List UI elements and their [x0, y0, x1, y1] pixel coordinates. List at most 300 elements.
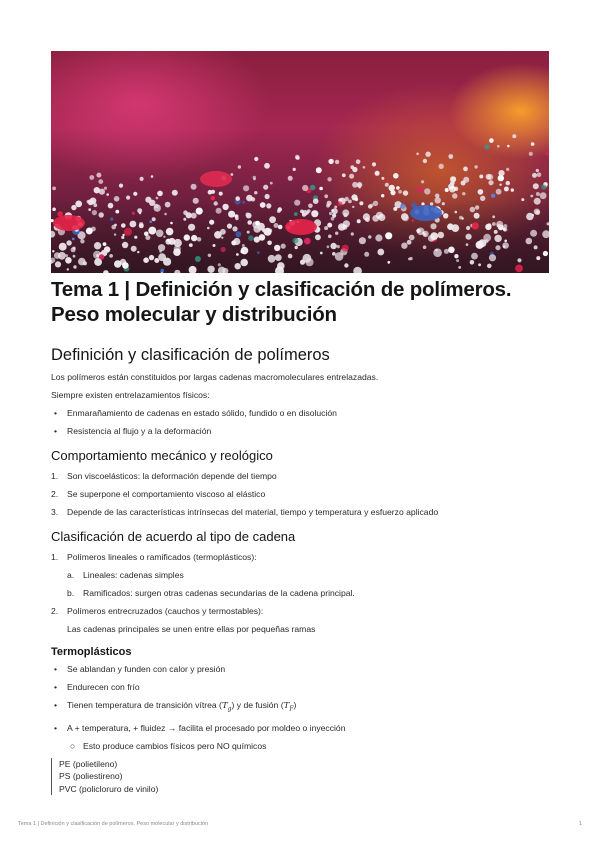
pellet — [92, 210, 97, 215]
pellet — [109, 254, 113, 258]
pellet — [121, 236, 124, 239]
pellet — [222, 204, 228, 210]
pellet — [377, 249, 384, 256]
polymer-pellets-illustration — [51, 51, 549, 273]
pellet — [543, 251, 548, 256]
list-item-continuation: Las cadenas principales se unen entre ellas por pequeñas ramas — [67, 624, 316, 634]
pellet — [235, 215, 238, 218]
pellet — [403, 190, 408, 195]
pellet — [320, 252, 323, 255]
pellet — [154, 204, 161, 211]
pellet — [386, 180, 389, 183]
pellet — [373, 201, 378, 206]
pellet — [137, 251, 139, 253]
list-item: • A + temperatura, + fluidez → facilita el procesado por moldeo o inyección ○ Esto produce cambios físicos pero NO químicos — [51, 722, 549, 752]
pellet — [471, 253, 478, 260]
pellet — [430, 232, 438, 240]
pellet — [122, 262, 129, 269]
pellet — [293, 168, 296, 171]
pellet — [281, 244, 286, 249]
pellet — [73, 247, 76, 250]
pellet — [133, 192, 137, 196]
pellet — [466, 226, 470, 230]
pellet — [243, 185, 249, 191]
pellet — [335, 160, 339, 164]
pellet — [316, 167, 322, 173]
pellet — [470, 260, 475, 265]
pellet — [511, 188, 514, 191]
pellet — [310, 185, 315, 190]
tf-symbol: $T_F$ — [283, 701, 294, 713]
pellet — [430, 223, 436, 229]
pellet — [248, 235, 254, 241]
pellet — [412, 219, 414, 221]
pellet — [313, 198, 319, 204]
pellet — [506, 168, 509, 171]
pellet — [502, 242, 509, 249]
numbered-list — [51, 551, 549, 635]
pellet — [208, 254, 211, 257]
pellet — [221, 247, 226, 252]
colored-pellet-cluster — [410, 205, 442, 221]
pellet — [487, 264, 492, 269]
pellet — [305, 258, 313, 266]
colored-pellet-cluster — [285, 219, 317, 235]
pellet — [72, 238, 75, 241]
pellet — [267, 241, 272, 246]
pellet — [475, 205, 479, 209]
pellet — [191, 235, 197, 241]
pellet — [484, 144, 489, 149]
quote-line: PE (polietileno) — [59, 758, 118, 769]
pellet — [115, 210, 119, 214]
pellet — [170, 222, 173, 225]
pellet — [491, 194, 495, 198]
pellet — [140, 177, 144, 181]
pellet — [439, 164, 444, 169]
pellet — [489, 138, 494, 143]
pellet — [99, 254, 104, 259]
list-item: • Se ablandan y funden con calor y presión — [54, 664, 226, 674]
pellet — [503, 228, 506, 231]
quote-line: PVC (policloruro de vinilo) — [59, 783, 159, 794]
list-item: 1. Son viscoelásticos: la deformación depende del tiempo — [51, 471, 277, 481]
pellet — [402, 214, 409, 221]
pellet — [531, 142, 535, 146]
pellet — [530, 230, 537, 237]
pellet — [521, 198, 524, 201]
pellet — [71, 205, 76, 210]
pellet — [214, 231, 222, 239]
pellet — [359, 201, 363, 205]
lettered-list — [67, 569, 549, 599]
pellet — [503, 224, 507, 228]
pellet — [207, 266, 214, 273]
pellet — [375, 171, 380, 176]
section-heading-clasificacion: Clasificación de acuerdo al tipo de cadena — [51, 529, 296, 544]
pellet — [253, 225, 261, 233]
pellet — [545, 152, 549, 156]
pellet — [236, 253, 239, 256]
pellet — [255, 221, 260, 226]
pellet — [52, 208, 56, 212]
pellet — [472, 222, 479, 229]
pellet — [274, 223, 279, 228]
pellet — [238, 165, 241, 168]
pellet — [352, 206, 354, 208]
pellet — [433, 248, 442, 257]
pellet — [452, 193, 457, 198]
pellet — [423, 233, 426, 236]
pellet — [537, 172, 542, 177]
pellet — [59, 243, 67, 251]
pellet — [389, 185, 395, 191]
pellet — [534, 245, 538, 249]
pellet — [269, 216, 276, 223]
pellet — [241, 247, 249, 255]
pellet — [122, 242, 128, 248]
pellet — [372, 215, 379, 222]
pellet — [438, 232, 445, 239]
pellet — [368, 235, 371, 238]
pellet — [496, 221, 503, 228]
list-item: 2. Se superpone el comportamiento viscoso al elástico — [51, 489, 266, 499]
pellet — [149, 200, 155, 206]
list-item: • Endurecen con frío — [54, 682, 140, 692]
pellet — [132, 212, 135, 215]
pellet — [131, 246, 137, 252]
pellet — [73, 255, 76, 258]
pellet — [445, 188, 449, 192]
pellet — [214, 201, 218, 205]
pellet — [240, 259, 248, 267]
pellet — [274, 245, 280, 251]
pellet — [247, 220, 252, 225]
pellet — [278, 225, 283, 230]
pellet — [332, 214, 336, 218]
pellet — [148, 227, 156, 235]
pellet — [400, 203, 405, 208]
pellet — [114, 233, 116, 235]
pellet — [342, 225, 347, 230]
pellet — [145, 235, 150, 240]
pellet — [408, 258, 411, 261]
pellet — [52, 187, 56, 191]
pellet — [324, 194, 328, 198]
pellet — [156, 197, 159, 200]
pellet — [268, 229, 272, 233]
pellet — [108, 203, 114, 209]
list-item: a. Lineales: cadenas simples — [67, 570, 184, 580]
pellet — [454, 254, 458, 258]
pellet — [335, 232, 338, 235]
pellet — [134, 236, 137, 239]
pellet — [353, 267, 362, 273]
pellet — [188, 224, 195, 231]
pellet — [158, 253, 166, 261]
pellet — [430, 202, 433, 205]
pellet — [87, 200, 91, 204]
pellet — [104, 187, 107, 190]
pellet — [459, 216, 463, 220]
pellet — [139, 222, 143, 226]
pellet — [349, 174, 354, 179]
pellet — [158, 244, 165, 251]
pellet — [66, 240, 71, 245]
list-item: 2. Polímeros entrecruzados (cauchos y termostables): Las cadenas principales se unen entre ellas por pequeñas ramas — [51, 605, 549, 635]
page-title: Tema 1 | Definición y clasificación de polímeros. Peso molecular y distribución — [51, 278, 512, 326]
pellet — [260, 202, 266, 208]
pellet — [357, 219, 361, 223]
pellet — [288, 254, 293, 259]
pellet — [183, 218, 186, 221]
pellet — [231, 240, 236, 245]
pellet — [73, 265, 76, 268]
pellet — [228, 211, 235, 218]
pellet — [536, 169, 539, 172]
pellet — [122, 234, 124, 236]
pellet — [351, 194, 357, 200]
pellet — [496, 189, 502, 195]
pellet — [517, 258, 521, 262]
pellet — [334, 206, 337, 209]
quote-line: PS (poliestireno) — [59, 771, 123, 782]
pellet — [474, 165, 477, 168]
pellet — [352, 182, 358, 188]
pellet — [327, 245, 330, 248]
pellet — [246, 195, 253, 202]
section-heading-comportamiento: Comportamiento mecánico y reológico — [51, 448, 273, 463]
pellet — [103, 270, 109, 273]
pellet — [337, 201, 342, 206]
pellet — [189, 243, 193, 247]
pellet — [424, 188, 430, 194]
pellet — [270, 182, 273, 185]
pellet — [164, 213, 167, 216]
pellet — [332, 208, 338, 214]
pellet — [324, 226, 328, 230]
pellet — [526, 213, 534, 221]
pellet — [462, 192, 465, 195]
pellet — [196, 208, 203, 215]
pellet — [526, 238, 533, 245]
pellet — [342, 209, 349, 216]
bullet-list — [51, 663, 549, 752]
pellet — [163, 236, 165, 238]
pellet — [173, 248, 181, 256]
pellet — [455, 211, 458, 214]
pellet — [264, 163, 270, 169]
pellet — [337, 245, 340, 248]
pellet — [498, 170, 504, 176]
pellet — [67, 268, 69, 270]
pellet — [447, 223, 454, 230]
pellet — [540, 192, 547, 199]
pellet — [246, 213, 250, 217]
pellet — [96, 173, 101, 178]
pellet — [489, 254, 496, 261]
list-item: 1. Polímeros lineales o ramificados (termoplásticos): a. Lineales: cadenas simples b. Ramificados: surgen otras cadenas secundarias de la cadena principal. — [51, 551, 549, 599]
pellet — [450, 181, 455, 186]
pellet — [98, 179, 103, 184]
pellet — [480, 196, 485, 201]
bullet-list — [51, 407, 549, 437]
pellet — [254, 157, 258, 161]
pellet — [227, 224, 232, 229]
pellet — [492, 215, 495, 218]
pellet — [416, 229, 420, 233]
pellet — [275, 254, 282, 261]
pellet — [497, 145, 500, 148]
pellet — [106, 193, 109, 196]
pellet — [417, 187, 423, 193]
pellet — [55, 261, 61, 267]
blockquote-examples — [51, 758, 549, 796]
pellet — [385, 183, 389, 187]
pellet — [536, 256, 540, 260]
list-item: • Resistencia al flujo y a la deformación — [54, 426, 212, 436]
pellet — [448, 247, 455, 254]
pellet — [78, 258, 86, 266]
pellet — [398, 190, 402, 194]
pellet — [197, 237, 201, 241]
paragraph: Los polímeros están constituidos por largas cadenas macromoleculares entrelazadas. — [51, 372, 379, 382]
pellet — [236, 231, 242, 237]
pellet — [387, 261, 390, 264]
pellet — [166, 228, 174, 236]
pellet — [393, 173, 399, 179]
pellet — [504, 240, 507, 243]
pellet — [495, 245, 500, 250]
pellet — [378, 214, 385, 221]
pellet — [407, 240, 412, 245]
pellet — [466, 243, 469, 246]
pellet — [330, 243, 336, 249]
pellet — [512, 134, 516, 138]
pellet — [209, 220, 214, 225]
pellet — [88, 208, 91, 211]
pellet — [266, 203, 271, 208]
pellet — [530, 195, 533, 198]
pellet — [409, 235, 415, 241]
pellet — [253, 178, 256, 181]
bullet-list — [67, 740, 549, 752]
pellet — [114, 196, 120, 202]
pellet — [533, 183, 539, 189]
pellet — [470, 207, 476, 213]
footer-title: Tema 1 | Definición y clasificación de polímeros. Peso molecular y distribución — [18, 821, 209, 827]
pellet — [351, 232, 354, 235]
pellet — [247, 231, 250, 234]
pellet — [294, 212, 298, 216]
pellet — [350, 165, 354, 169]
pellet — [458, 266, 461, 269]
pellet — [488, 180, 493, 185]
pellet — [121, 223, 126, 228]
pellet — [478, 189, 484, 195]
pellet — [58, 252, 66, 260]
pellet — [529, 152, 533, 156]
pellet — [218, 263, 221, 266]
pellet — [327, 177, 331, 181]
pellet — [126, 196, 130, 200]
pellet — [476, 241, 484, 249]
pellet — [328, 159, 333, 164]
pellet — [342, 245, 349, 252]
pellet — [494, 235, 501, 242]
pellet — [257, 251, 260, 254]
pellet — [89, 175, 94, 180]
list-item: • Tienen temperatura de transición vítrea $(T_g)$ y de fusión $(T_F)$ — [54, 700, 297, 713]
pellet — [479, 175, 483, 179]
pellet — [443, 213, 448, 218]
pellet — [235, 263, 241, 269]
page-content — [51, 51, 549, 795]
pellet — [65, 257, 72, 264]
list-item: ○ Esto produce cambios físicos pero NO químicos — [70, 740, 267, 751]
pellet — [448, 154, 453, 159]
pellet — [130, 221, 137, 228]
pellet — [184, 234, 190, 240]
pellet — [483, 234, 491, 242]
pellet — [368, 204, 372, 208]
pellet — [329, 212, 332, 215]
pellet — [421, 180, 424, 183]
pellet — [51, 258, 55, 263]
pellet — [401, 243, 407, 249]
pellet — [262, 228, 266, 232]
pellet — [515, 265, 523, 273]
pellet — [75, 201, 82, 208]
pellet — [359, 186, 361, 188]
pellet — [114, 224, 117, 227]
pellet — [294, 200, 300, 206]
pellet — [165, 202, 171, 208]
pellet — [327, 223, 332, 228]
pellet — [425, 152, 430, 157]
pellet — [435, 197, 441, 203]
pellet — [363, 166, 366, 169]
pellet — [319, 187, 323, 191]
pellet — [157, 191, 163, 197]
pellet — [449, 186, 456, 193]
pellet — [335, 252, 344, 261]
pellet — [143, 257, 149, 263]
pellet — [149, 220, 152, 223]
pellet — [124, 228, 132, 236]
pellet — [300, 210, 304, 214]
pellet — [302, 185, 308, 191]
pellet — [191, 184, 197, 190]
pellet — [193, 198, 199, 204]
tg-symbol: $T_g$ — [221, 701, 232, 713]
pellet — [506, 181, 510, 185]
pellet — [348, 200, 352, 204]
pellet — [485, 224, 491, 230]
colored-pellet-cluster — [200, 171, 232, 187]
pellet — [268, 255, 276, 263]
pellet — [265, 194, 270, 199]
pellet — [486, 174, 492, 180]
pellet — [152, 217, 156, 221]
pellet — [423, 245, 427, 249]
pellet — [114, 260, 121, 267]
pellet — [507, 145, 510, 148]
pellet — [466, 234, 472, 240]
pellet — [94, 187, 100, 193]
pellet — [308, 204, 313, 209]
pellet — [242, 201, 245, 204]
